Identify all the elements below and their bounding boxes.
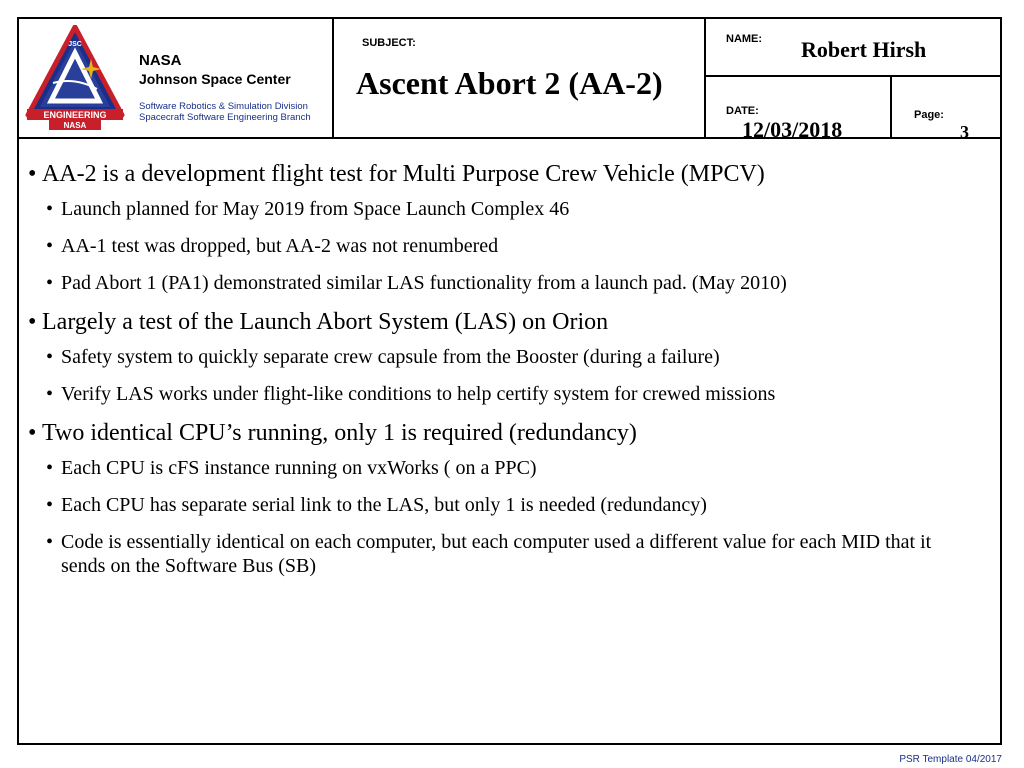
bullet-dot: • <box>28 161 37 187</box>
sub-bullet-item <box>24 271 954 295</box>
sub-bullet-text: AA-1 test was dropped, but AA-2 was not renumbered <box>61 235 499 257</box>
bullet-dot: • <box>46 383 54 405</box>
org-name: NASA <box>139 52 182 69</box>
division-name: Software Robotics & Simulation Division <box>139 101 308 112</box>
sub-bullet-text: Verify LAS works under flight-like conditions to help certify system for crewed missions <box>61 383 776 405</box>
sub-bullet-text: Each CPU has separate serial link to the LAS, but only 1 is needed (redundancy) <box>61 494 707 516</box>
sub-bullet-text: Pad Abort 1 (PA1) demonstrated similar LAS functionality from a launch pad. (May 2010) <box>61 272 787 294</box>
sub-bullet-item <box>24 493 954 517</box>
sub-bullet-item <box>24 530 954 578</box>
page-label: Page: <box>914 109 944 121</box>
bullet-dot: • <box>46 272 54 294</box>
bullet-dot: • <box>46 531 54 553</box>
template-footer: PSR Template 04/2017 <box>899 754 1002 765</box>
bullet-item <box>24 419 954 447</box>
name-label: NAME: <box>726 33 763 45</box>
bullet-content <box>24 160 954 591</box>
page-number: 3 <box>960 122 969 142</box>
bullet-dot: • <box>46 235 54 257</box>
bullet-dot: • <box>46 457 54 479</box>
sub-bullet-text: Each CPU is cFS instance running on vxWorks ( on a PPC) <box>61 457 537 479</box>
svg-text:ENGINEERING: ENGINEERING <box>43 110 107 120</box>
date-cell <box>706 77 892 142</box>
svg-text:JSC: JSC <box>68 41 82 48</box>
bullet-dot: • <box>46 346 54 368</box>
author-name: Robert Hirsh <box>801 37 927 62</box>
sub-bullet-text: Safety system to quickly separate crew capsule from the Booster (during a failure) <box>61 346 720 368</box>
bullet-dot: • <box>46 198 54 220</box>
bullet-text: Largely a test of the Launch Abort System (LAS) on Orion <box>42 309 609 335</box>
sub-bullet-text: Code is essentially identical on each computer, but each computer used a different value for each MID that it sends on the Software Bus (SB) <box>61 531 932 577</box>
date-label: DATE: <box>726 105 759 117</box>
bullet-text: Two identical CPU’s running, only 1 is required (redundancy) <box>42 420 637 446</box>
date-value: 12/03/2018 <box>742 117 843 142</box>
name-cell <box>706 19 1000 77</box>
bullet-dot: • <box>46 494 54 516</box>
page-title: Ascent Abort 2 (AA-2) <box>356 65 663 101</box>
sub-bullet-item <box>24 197 954 221</box>
subject-cell <box>334 19 706 137</box>
jsc-engineering-logo <box>25 25 125 133</box>
sub-bullet-item <box>24 382 954 406</box>
branch-name: Spacecraft Software Engineering Branch <box>139 112 311 123</box>
sub-bullet-text: Launch planned for May 2019 from Space Launch Complex 46 <box>61 198 570 220</box>
bullet-dot: • <box>28 309 37 335</box>
center-name: Johnson Space Center <box>139 71 291 87</box>
page-cell <box>892 77 1000 142</box>
header <box>19 19 1000 142</box>
bullet-item <box>24 308 954 336</box>
bullet-item <box>24 160 954 188</box>
sub-bullet-item <box>24 234 954 258</box>
bullet-dot: • <box>28 420 37 446</box>
sub-bullet-item <box>24 345 954 369</box>
svg-text:NASA: NASA <box>63 121 87 130</box>
logo-block <box>19 19 334 137</box>
bullet-text: AA-2 is a development flight test for Multi Purpose Crew Vehicle (MPCV) <box>42 161 765 187</box>
sub-bullet-item <box>24 456 954 480</box>
subject-label: SUBJECT: <box>362 37 416 49</box>
